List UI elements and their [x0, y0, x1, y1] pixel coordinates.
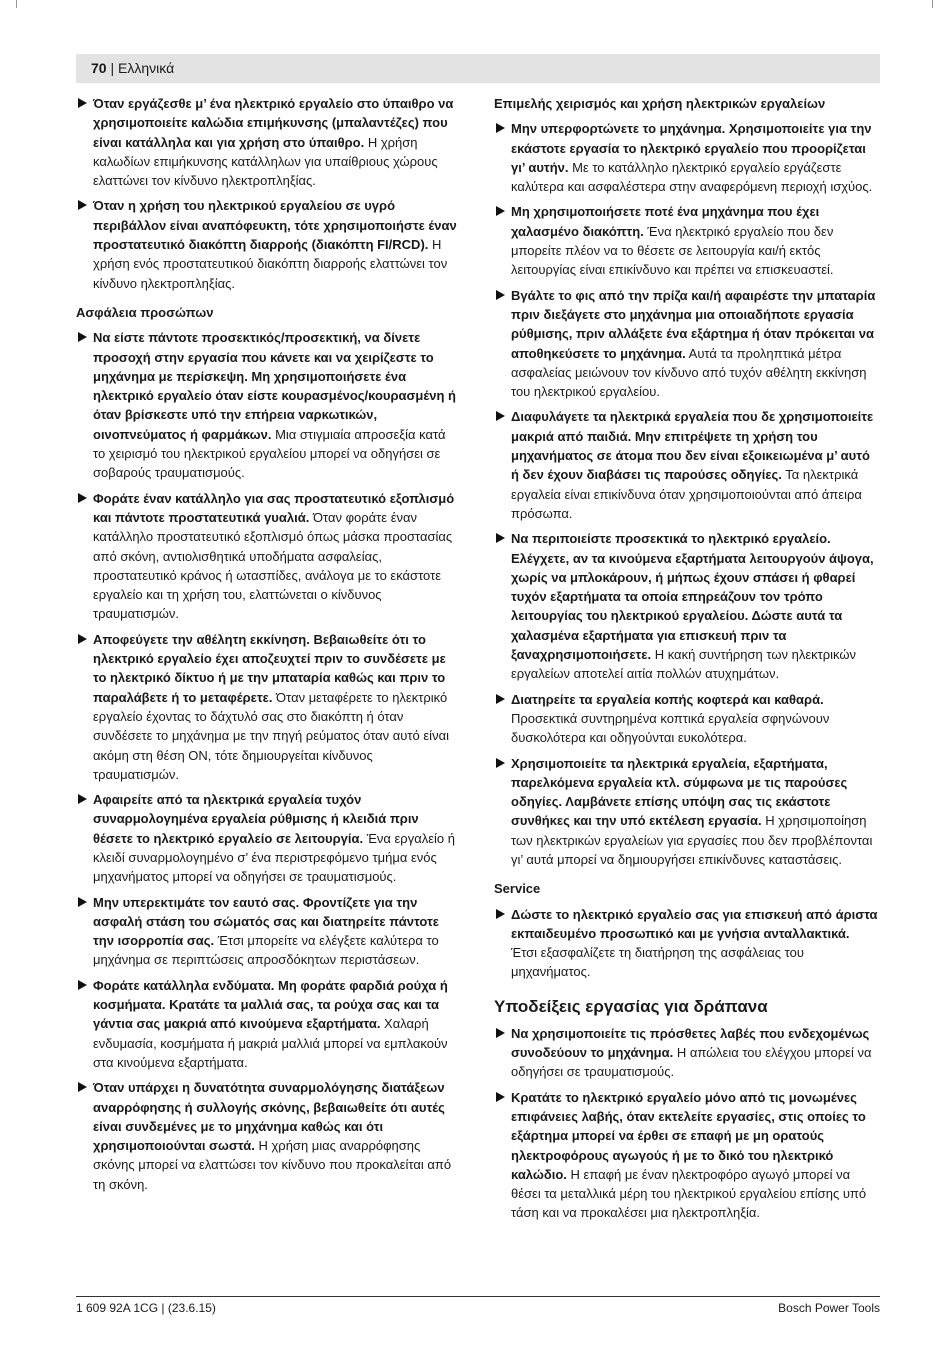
bullet-item: [76, 893, 461, 970]
bullet-body-text: Ένα ηλεκτρικό εργαλείο που δεν μπορείτε πλέον να το θέσετε σε λειτουργία και/ή εκτός λειτουργίας είναι επικίνδυνο και πρέπει να επισκευαστεί.: [511, 223, 834, 278]
bullet-body-text: Όταν φοράτε έναν κατάλληλο προστατευτικό εξοπλισμό όπως μάσκα προστασίας από σκόνη, αντιολισθητικά υποδήματα ασφαλείας, προστατευτικό κράνος ή ωτασπίδες, ανάλογα με το εκάστοτε εργαλείο και τη χρήση του, ελαττώνεται ο κίνδυνος τραυματισμών.: [93, 509, 453, 622]
bullet-body-text: Μια στιγμιαία απροσεξία κατά το χειρισμό του ηλεκτρικού εργαλείου μπορεί να οδηγήσει σε σοβαρούς τραυματισμούς.: [93, 426, 446, 481]
bullet-body-text: Έτσι μπορείτε να ελέγξετε καλύτερα το μηχάνημα σε περιπτώσεις απροσδόκητων περιστάσεων.: [93, 933, 439, 968]
bullet-item: [76, 1078, 461, 1194]
bullet-bold-text: Να χρησιμοποιείτε τις πρόσθετες λαβές που ενδεχομένως συνοδεύουν το μηχάνημα.: [511, 1025, 870, 1061]
bullet-body-text: Η απώλεια του ελέγχου μπορεί να οδηγήσει σε τραυματισμούς.: [511, 1045, 872, 1080]
triangle-bullet-icon: [496, 206, 505, 216]
bullet-bold-text: Κρατάτε το ηλεκτρικό εργαλείο μόνο από τις μονωμένες επιφάνειες λαβής, όταν εκτελείτε εργασίες, στις οποίες το εξάρτημα μπορεί να έρθει σε επαφή με μη ορατούς ηλεκτροφόρους αγωγούς ή με το δικό του ηλεκτρικό καλώδιο.: [511, 1089, 866, 1182]
bullet-body-text: Με το κατάλληλο ηλεκτρικό εργαλείο εργάζεστε καλύτερα και ασφαλέστερα στην αναφερόμενη περιοχή ισχύος.: [511, 159, 873, 195]
header-bar: [76, 54, 880, 83]
section-heading: Service: [494, 881, 541, 897]
triangle-bullet-icon: [496, 411, 505, 421]
bullet-body-text: Όταν μεταφέρετε το ηλεκτρικό εργαλείο έχοντας το δάχτυλό σας στο διακόπτη ή όταν συνδέσετε το μηχάνημα με την πηγή ρεύματος όταν αυτό είναι ακόμη στη θέση ON, τότε δημιουργείται κίνδυνος τραυματισμών.: [93, 689, 449, 782]
triangle-bullet-icon: [78, 794, 87, 804]
bullet-item: [76, 630, 461, 784]
crop-mark: [16, 0, 17, 8]
header-language: Ελληνικά: [118, 60, 175, 76]
bullet-body-text: Προσεκτικά συντηρημένα κοπτικά εργαλεία σφηνώνουν δυσκολότερα και οδηγούνται ευκολότερα.: [511, 710, 830, 746]
bullet-item: [76, 976, 461, 1072]
bullet-bold-text: Όταν υπάρχει η δυνατότητα συναρμολόγησης διατάξεων αναρρόφησης ή συλλογής σκόνης, βεβαιωθείτε ότι αυτές είναι συνδεμένες με το μηχάνημα καθώς και ότι χρησιμοποιούνται σωστά.: [93, 1080, 445, 1154]
subheading: Υποδείξεις εργασίας για δράπανα: [494, 996, 768, 1016]
bullet-body-text: Έτσι εξασφαλίζετε τη διατήρηση της ασφάλειας του μηχανήματος.: [511, 945, 804, 980]
bullet-body-text: Η χρήση καλωδίων επιμήκυνσης κατάλληλων για υπαίθριους χώρους ελαττώνει τον κίνδυνο ηλεκτροπληξίας.: [93, 134, 438, 189]
bullet-bold-text: Να είστε πάντοτε προσεκτικός/προσεκτική, να δίνετε προσοχή στην εργασία που κάνετε και να χειρίζεστε το μηχάνημα με περίσκεψη. Μη χρησιμοποιήσετε ένα ηλεκτρικό εργαλείο όταν είστε κουρασμένος/κουρασμένη ή όταν βρίσκεστε υπό την επήρεια ναρκωτικών, οινοπνεύματος ή φαρμάκων.: [93, 330, 456, 442]
bullet-body-text: Ένα εργαλείο ή κλειδί συναρμολογημένο σ’ ένα περιστρεφόμενο τμήμα ενός μηχανήματος μπορεί να οδηγήσει σε τραυματισμούς.: [93, 830, 455, 885]
triangle-bullet-icon: [78, 897, 87, 907]
bullet-bold-text: Να περιποιείστε προσεκτικά το ηλεκτρικό εργαλείο. Ελέγχετε, αν τα κινούμενα εξαρτήματα λειτουργούν άψογα, χωρίς να μπλοκάρουν, ή μήπως έχουν σπάσει ή φθαρεί τυχόν εξαρτήματα τα οποία επηρεάζουν τον τρόπο λειτουργίας του ηλεκτρικού εργαλείου. Δώστε αυτά τα χαλασμένα εξαρτήματα για επισκευή πριν τα ξαναχρησιμοποιήσετε.: [511, 531, 874, 663]
bullet-item: [494, 119, 879, 196]
bullet-item: [494, 529, 879, 683]
triangle-bullet-icon: [496, 123, 505, 133]
bullet-item: [76, 328, 461, 482]
triangle-bullet-icon: [78, 980, 87, 990]
triangle-bullet-icon: [78, 200, 87, 210]
bullet-body-text: Τα ηλεκτρικά εργαλεία είναι επικίνδυνα όταν χρησιμοποιούνται από άπειρα πρόσωπα.: [511, 467, 862, 521]
footer-brand: Bosch Power Tools: [778, 1301, 880, 1315]
bullet-item: [494, 407, 879, 523]
triangle-bullet-icon: [496, 758, 505, 768]
bullet-item: [76, 790, 461, 886]
bullet-bold-text: Βγάλτε το φις από την πρίζα και/ή αφαιρέστε την μπαταρία πριν διεξάγετε στο μηχάνημα μια οποιαδήποτε εργασία ρύθμισης, πριν αλλάξετε ένα εξάρτημα ή όταν πρόκειται να αποθηκεύσετε το μηχάνημα.: [511, 287, 876, 361]
bullet-bold-text: Μην υπερφορτώνετε το μηχάνημα. Χρησιμοποιείτε για την εκάστοτε εργασία το ηλεκτρικό εργαλείο που προορίζεται γι’ αυτήν.: [511, 121, 872, 175]
triangle-bullet-icon: [496, 1028, 505, 1038]
bullet-bold-text: Μη χρησιμοποιήσετε ποτέ ένα μηχάνημα που έχει χαλασμένο διακόπτη.: [511, 204, 820, 239]
bullet-bold-text: Όταν η χρήση του ηλεκτρικού εργαλείου σε υγρό περιβάλλον είναι αναπόφευκτη, τότε χρησιμοποιήστε έναν προστατευτικό διακόπτη διαρροής (διακόπτη FI/RCD).: [93, 198, 457, 253]
bullet-bold-text: Διαφυλάγετε τα ηλεκτρικά εργαλεία που δε χρησιμοποιείτε μακριά από παιδιά. Μην επιτρέψετε τη χρήση του μηχανήματος σε άτομα που δεν είναι εξοικειωμένα μ’ αυτό ή δεν έχουν διαβάσει τις παρούσες οδηγίες.: [511, 409, 874, 483]
item-list: [494, 119, 879, 869]
bullet-item: [494, 754, 879, 870]
triangle-bullet-icon: [78, 1082, 87, 1092]
bullet-body-text: Αυτά τα προληπτικά μέτρα ασφαλείας μειώνουν τον κίνδυνο από τυχόν αθέλητη εκκίνηση του ηλεκτρικού εργαλείου.: [511, 345, 867, 400]
bullet-body-text: Η επαφή με έναν ηλεκτροφόρο αγωγό μπορεί να θέσει τα μεταλλικά μέρη του ηλεκτρικού εργαλείου επίσης υπό τάση και να προκαλέσει μια ηλεκτροπληξία.: [511, 1166, 867, 1221]
item-list: [76, 328, 461, 1194]
triangle-bullet-icon: [496, 533, 505, 543]
triangle-bullet-icon: [78, 493, 87, 503]
section-heading: Επιμελής χειρισμός και χρήση ηλεκτρικών εργαλείων: [494, 96, 826, 111]
triangle-bullet-icon: [496, 909, 505, 919]
triangle-bullet-icon: [496, 694, 505, 704]
page-header: [91, 60, 174, 76]
bullet-bold-text: Αποφεύγετε την αθέλητη εκκίνηση. Βεβαιωθείτε ότι το ηλεκτρικό εργαλείο έχει αποζευχτεί πριν το συνδέσετε με το ηλεκτρικό δίκτυο ή με την μπαταρία καθώς και πριν το παραλάβετε ή το μεταφέρετε.: [93, 631, 446, 705]
bullet-body-text: Η χρήση μιας αναρρόφησης σκόνης μπορεί να ελαττώσει τον κίνδυνο που προκαλείται από τη σκόνη.: [93, 1138, 452, 1192]
left-column: [76, 94, 461, 1200]
bullet-item: [494, 1088, 879, 1223]
triangle-bullet-icon: [78, 634, 87, 644]
bullet-body-text: Η κακή συντήρηση των ηλεκτρικών εργαλείων αποτελεί αιτία πολλών ατυχημάτων.: [511, 647, 857, 682]
bullet-bold-text: Μην υπερεκτιμάτε τον εαυτό σας. Φροντίζετε για την ασφαλή στάση του σώματός σας και διατηρείτε πάντοτε την ισορροπία σας.: [93, 894, 439, 949]
bullet-item: [494, 286, 879, 402]
item-list: [494, 905, 879, 982]
bullet-bold-text: Φοράτε κατάλληλα ενδύματα. Μη φοράτε φαρδιά ρούχα ή κοσμήματα. Κρατάτε τα μαλλιά σας, τα ρούχα σας και τα γάντια σας μακριά από κινούμενα εξαρτήματα.: [93, 977, 448, 1032]
triangle-bullet-icon: [496, 1092, 505, 1102]
item-list: [76, 94, 461, 293]
footer-divider: [76, 1296, 880, 1297]
right-column: [494, 94, 879, 1229]
bullet-item: [76, 489, 461, 624]
section-heading: Ασφάλεια προσώπων: [76, 304, 214, 320]
bullet-bold-text: Χρησιμοποιείτε τα ηλεκτρικά εργαλεία, εξαρτήματα, παρελκόμενα εργαλεία κτλ. σύμφωνα με τις παρούσες οδηγίες. Λαμβάνετε επίσης υπόψη σας τις εκάστοτε συνθήκες και την υπό εκτέλεση εργασία.: [511, 755, 848, 829]
bullet-bold-text: Αφαιρείτε από τα ηλεκτρικά εργαλεία τυχόν συναρμολογημένα εργαλεία ρύθμισης ή κλειδιά πριν θέσετε το ηλεκτρικό εργαλείο σε λειτουργία.: [93, 792, 419, 846]
triangle-bullet-icon: [496, 290, 505, 300]
header-separator: |: [106, 60, 118, 76]
bullet-body-text: Χαλαρή ενδυμασία, κοσμήματα ή μακριά μαλλιά μπορεί να εμπλακούν στα κινούμενα εξαρτήματα.: [93, 1016, 448, 1070]
bullet-item: [494, 690, 879, 748]
footer-doc-code: 1 609 92A 1CG | (23.6.15): [76, 1301, 216, 1315]
bullet-bold-text: Διατηρείτε τα εργαλεία κοπής κοφτερά και καθαρά.: [511, 691, 824, 707]
item-list: [494, 1024, 879, 1223]
bullet-item: [494, 1024, 879, 1082]
bullet-body-text: Η χρησιμοποίηση των ηλεκτρικών εργαλείων για εργασίες που δεν προβλέπονται γι’ αυτά μπορεί να δημιουργήσει επικίνδυνες καταστάσεις.: [511, 813, 873, 867]
bullet-body-text: Η χρήση ενός προστατευτικού διακόπτη διαρροής ελαττώνει τον κίνδυνο ηλεκτροπληξίας.: [93, 237, 448, 291]
bullet-item: [494, 202, 879, 279]
bullet-item: [76, 196, 461, 292]
triangle-bullet-icon: [78, 332, 87, 342]
bullet-bold-text: Δώστε το ηλεκτρικό εργαλείο σας για επισκευή από άριστα εκπαιδευμένο προσωπικό και με γνήσια ανταλλακτικά.: [511, 906, 878, 941]
page-number: 70: [91, 60, 107, 76]
bullet-item: [76, 94, 461, 190]
bullet-bold-text: Φοράτε έναν κατάλληλο για σας προστατευτικό εξοπλισμό και πάντοτε προστατευτικά γυαλιά.: [93, 490, 455, 525]
crop-mark: [932, 0, 933, 8]
bullet-bold-text: Όταν εργάζεσθε μ’ ένα ηλεκτρικό εργαλείο στο ύπαιθρο να χρησιμοποιείτε καλώδια επιμήκυνσης (μπαλαντέζες) που είναι κατάλληλα και για χρήση στο ύπαιθρο.: [93, 96, 454, 150]
bullet-item: [494, 905, 879, 982]
triangle-bullet-icon: [78, 98, 87, 108]
